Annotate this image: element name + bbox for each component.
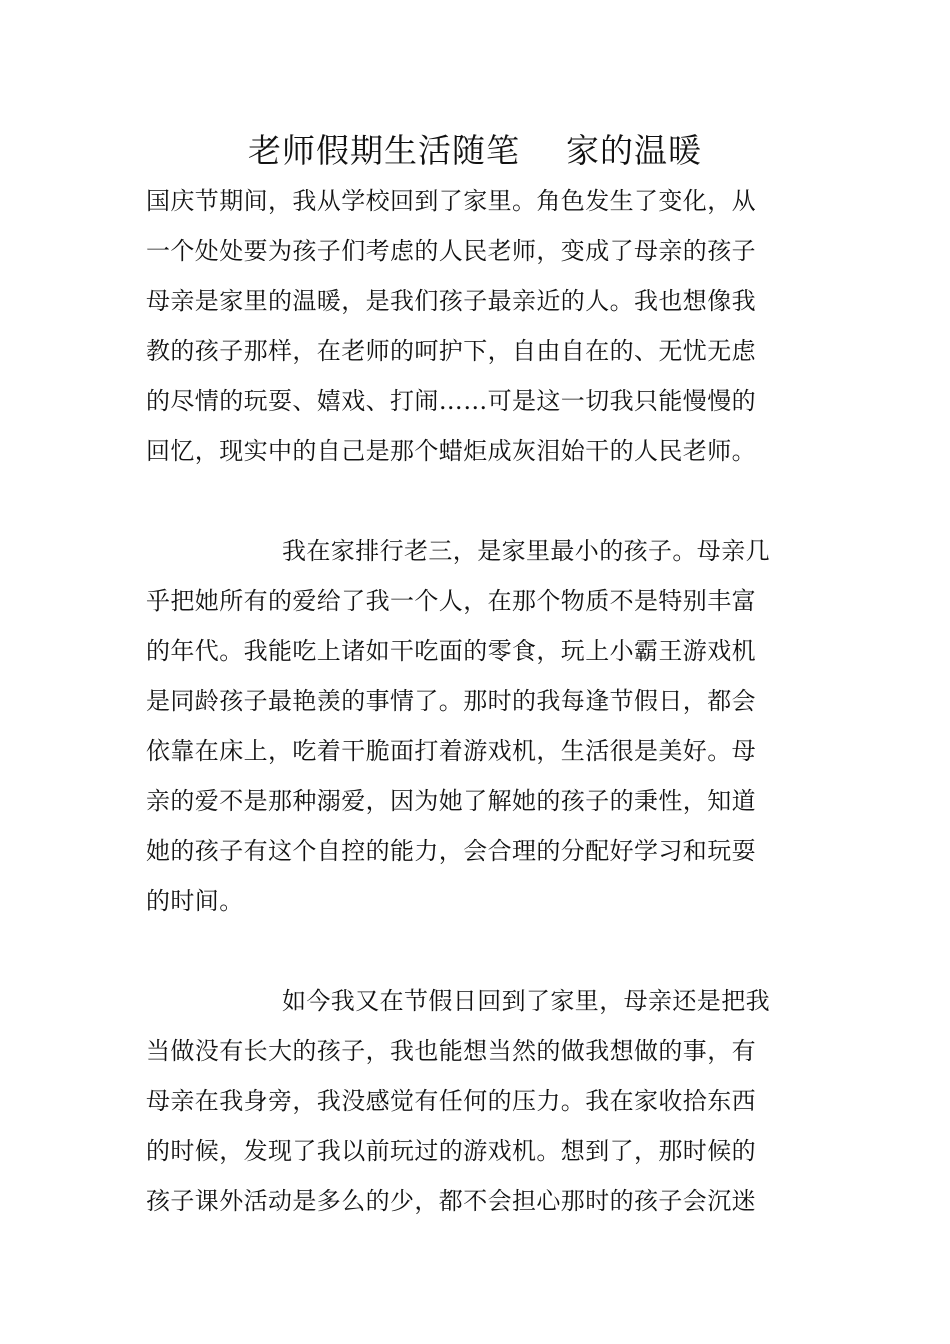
paragraph-1 xyxy=(146,176,811,476)
paragraph-line: 母亲是家里的温暖，是我们孩子最亲近的人。我也想像我 xyxy=(146,287,756,315)
paragraph-spacer xyxy=(146,926,811,976)
paragraph-line: 的年代。我能吃上诸如干吃面的零食，玩上小霸王游戏机 xyxy=(146,637,756,665)
paragraph-line: 当做没有长大的孩子，我也能想当然的做我想做的事，有 xyxy=(146,1037,756,1065)
paragraph-line: 我在家排行老三，是家里最小的孩子。母亲几 xyxy=(282,537,770,565)
paragraph-line: 她的孩子有这个自控的能力，会合理的分配好学习和玩耍 xyxy=(146,837,756,865)
paragraph-line: 亲的爱不是那种溺爱，因为她了解她的孩子的秉性，知道 xyxy=(146,787,756,815)
paragraph-line: 乎把她所有的爱给了我一个人，在那个物质不是特别丰富 xyxy=(146,587,756,615)
paragraph-line: 的时候，发现了我以前玩过的游戏机。想到了，那时候的 xyxy=(146,1137,756,1165)
paragraph-line: 的尽情的玩耍、嬉戏、打闹……可是这一切我只能慢慢的 xyxy=(146,387,756,415)
paragraph-3 xyxy=(146,976,811,1226)
paragraph-2 xyxy=(146,526,811,926)
paragraph-line: 母亲在我身旁，我没感觉有任何的压力。我在家收拾东西 xyxy=(146,1087,756,1115)
paragraph-spacer xyxy=(146,476,811,526)
paragraph-line: 教的孩子那样，在老师的呵护下，自由自在的、无忧无虑 xyxy=(146,337,756,365)
paragraph-line: 依靠在床上，吃着干脆面打着游戏机，生活很是美好。母 xyxy=(146,737,756,765)
paragraph-line: 的时间。 xyxy=(146,887,244,915)
paragraph-line: 一个处处要为孩子们考虑的人民老师，变成了母亲的孩子 xyxy=(146,237,756,265)
paragraph-line: 国庆节期间，我从学校回到了家里。角色发生了变化，从 xyxy=(146,187,756,215)
document-title: 老师假期生活随笔 家的温暖 xyxy=(248,131,702,170)
paragraph-line: 是同龄孩子最艳羡的事情了。那时的我每逢节假日，都会 xyxy=(146,687,756,715)
document-body xyxy=(146,176,811,1226)
paragraph-line: 孩子课外活动是多么的少，都不会担心那时的孩子会沉迷 xyxy=(146,1187,756,1215)
paragraph-line: 回忆，现实中的自己是那个蜡炬成灰泪始干的人民老师。 xyxy=(146,437,756,465)
paragraph-line: 如今我又在节假日回到了家里，母亲还是把我 xyxy=(282,987,770,1015)
